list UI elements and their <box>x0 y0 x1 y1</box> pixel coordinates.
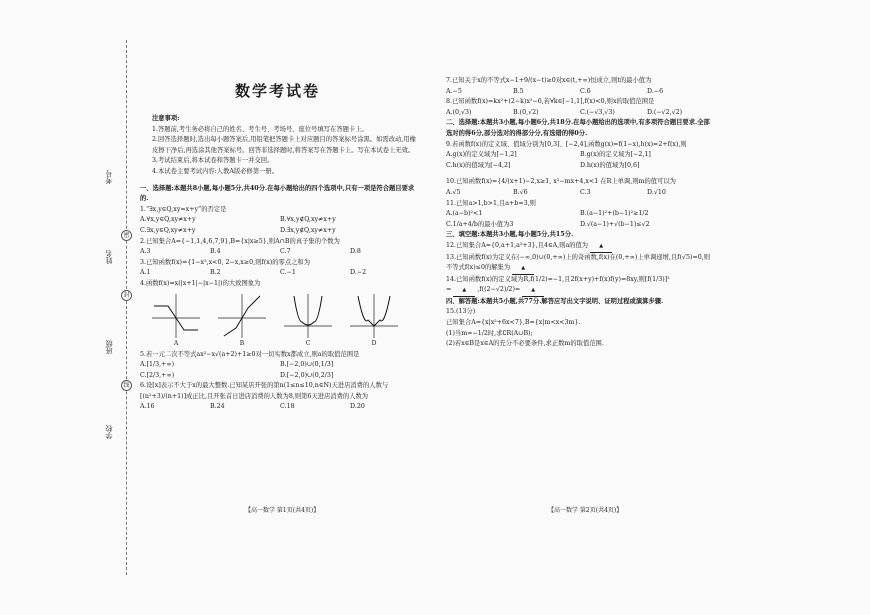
option-d: D.−6 <box>647 87 664 95</box>
question-6 <box>140 381 420 413</box>
question-text: 2.已知集合A={−1,1,4,6,7,9},B={x|x≥5},则A∩B的真子集的个数为 <box>140 237 340 245</box>
question-5 <box>140 350 420 382</box>
question-13 <box>446 253 714 275</box>
question-text: 7.已知关于x的不等式x−1+9/(x−t)≥0对x∈(t,+∞)恒成立,则t的最小值为 <box>446 77 652 84</box>
question-text: 6.设[x]表示不大于x的最大整数.已知某店开张的第n(1≤n≤10,n∈N)天进店消费的人数与[(n²+3)/(n+1)]成正比,且开张首日进店消费的人数为8,则第6天进店消费的人数为 <box>140 382 389 400</box>
notice-item: 4.本试卷主要考试内容:人教A版必修第一册。 <box>152 167 279 175</box>
answer-blank: ▲ <box>590 241 612 253</box>
section-1-heading: 一、选择题:本题共8小题,每小题5分,共40分.在每小题给出的四个选项中,只有一项是符合题目要求的. <box>140 184 415 203</box>
option-a: A.[1/3,+∞) <box>140 361 175 369</box>
option-b: B.[−2,0)∪(0,1/3] <box>280 361 334 369</box>
graph-label: B <box>239 339 245 347</box>
option-c: C.18 <box>280 403 295 411</box>
option-a: A.g(x)的定义域为[−1,2] <box>446 151 517 159</box>
section-4-heading: 四、解答题:本题共5小题,共77分.解答应写出文字说明、证明过程或演算步骤. <box>446 297 664 305</box>
option-d: D.−2 <box>350 269 367 277</box>
binding-mark-3: 线 <box>121 380 132 391</box>
question-text-part: ,f((2−√2)/2)= <box>477 286 521 294</box>
options <box>446 150 714 171</box>
question-12 <box>446 241 714 253</box>
graph-label: D <box>371 339 377 347</box>
option-b: B.2 <box>210 269 221 277</box>
options <box>140 247 420 258</box>
option-c: C.h(x)的值域为[−4,2] <box>446 161 511 169</box>
option-a: A.(0,√3) <box>446 108 472 116</box>
graph-option-c <box>282 292 334 350</box>
option-c: C.3 <box>580 188 591 196</box>
options <box>140 402 420 413</box>
notice-item: 1.答题前,考生务必将自己的姓名、考生号、考场号、座位号填写在答题卡上。 <box>152 125 368 133</box>
question-7 <box>446 76 714 97</box>
question-text: 8.已知函数f(x)=kx²+(2−k)x²−6,若∀k∈[−1,1],f(x)<0,则x的取值范围是 <box>446 98 655 106</box>
option-d: D.∃x,y∉Q,xy≠x+y <box>280 226 336 234</box>
notice-item: 3.考试结束后,将本试卷和答题卡一并交回。 <box>152 157 274 165</box>
option-a: A.∀x,y∈Q,xy≠x+y <box>140 216 196 224</box>
question-10 <box>446 177 714 198</box>
options <box>140 215 420 236</box>
question-text: 3.已知函数f(x)={1−x²,x<0, 2−x,x≥0,则f(x)的零点之和为 <box>140 258 311 266</box>
question-text-part: = <box>446 286 452 294</box>
question-text: 14.已知函数f(x)的定义域为R,f(1/2)=−1,且2f(x+y)+f(x)f(y)=8xy,则[f(1/3)]² <box>446 275 670 283</box>
options <box>446 108 714 119</box>
question-8 <box>446 97 714 118</box>
graph-c-plot <box>282 292 334 340</box>
option-a: A.−5 <box>446 87 462 95</box>
question-text: 12.已知集合A={0,a+1,a²+3},且4∈A,则a的值为 <box>446 241 589 249</box>
notice-head: 注意事项: <box>152 115 180 122</box>
option-d: D.(−√2,√2) <box>647 108 683 116</box>
question-3 <box>140 258 420 279</box>
side-label-banji: 班级 <box>105 340 113 354</box>
option-d: D.20 <box>350 403 365 411</box>
option-b: B.g(x)的定义域为[−2,1] <box>580 151 651 159</box>
section-2-heading: 二、选择题:本题共3小题,每小题6分,共18分.在每小题给出的选项中,有多项符合题目要求.全部选对的得6分,部分选对的得部分分,有选错的得0分. <box>446 119 710 137</box>
binding-mark-1: 密 <box>121 230 132 241</box>
option-b: B.√6 <box>513 188 528 196</box>
question-text: 4.函数f(x)=x(|x+1|−|x−1|)的大致图象为 <box>140 279 261 287</box>
page-footer-1: 【高一数学 第1页(共4页)】 <box>245 507 320 514</box>
answer-blank: ▲ <box>512 263 534 275</box>
question-15 <box>446 307 714 349</box>
option-d: D.√(a−1)+√(b−1)≤√2 <box>580 220 650 228</box>
option-a: A.1 <box>140 269 151 277</box>
question-14 <box>446 275 714 297</box>
option-d: D.√10 <box>647 188 666 196</box>
side-label-xingming: 姓名 <box>105 250 113 264</box>
graph-b-plot <box>216 292 268 340</box>
side-label-xuexiao: 学校 <box>105 425 113 439</box>
option-b: B.∀x,y∉Q,xy≠x+y <box>280 216 336 224</box>
question-text: 10.已知函数f(x)={4/(x+1)−2,x≥1, x²−mx+4,x<1 在R上单调,则m的值可以为 <box>446 178 676 186</box>
graph-label: C <box>305 339 311 347</box>
question-text: 9.若函数f(x)的定义域、值域分别为[0,3]、[−2,4],函数g(x)=f(1−x),h(x)=2+f(x),则 <box>446 140 687 148</box>
options <box>140 268 420 279</box>
page-footer-2: 【高一数学 第2页(共4页)】 <box>548 507 623 514</box>
question-1 <box>140 205 420 237</box>
section-3-heading: 三、填空题:本题共3小题,每小题5分,共15分. <box>446 231 574 239</box>
side-label-kaohao: 考号 <box>105 170 113 184</box>
option-c: C.7 <box>280 248 291 256</box>
option-a: A.(a−b)²<1 <box>446 210 483 218</box>
question-text: 5.若一元二次不等式ax²−x√(a+2)+1≥0对一切实数x都成立,则a的取值范围是 <box>140 350 360 358</box>
option-b: B.24 <box>210 403 225 411</box>
binding-mark-2: 封 <box>121 290 132 301</box>
notice-item: 2.回答选择题时,选出每小题答案后,用铅笔把答题卡上对应题目的答案标号涂黑。如需改动,用橡皮擦干净后,再选涂其他答案标号。回答非选择题时,将答案写在答题卡上。写在本试卷上无效。 <box>152 136 416 154</box>
options <box>446 87 714 98</box>
question-text: 13.已知函数f(x)为定义在(−∞,0)∪(0,+∞)上的奇函数,f(x)在(0,+∞)上单调递增,且f(√5)=0,则不等式f(x)≤0的解集为 <box>446 253 710 272</box>
graph-d-plot <box>348 292 400 340</box>
graph-option-b <box>216 292 268 350</box>
option-b: B.(a−1)²+(b−1)²≥1/2 <box>580 210 649 218</box>
graph-label: A <box>173 339 179 347</box>
question-part-1: (1)当m=−1/2时,求∁R(A∪B); <box>446 329 533 337</box>
options <box>446 209 714 230</box>
option-c: C.6 <box>580 87 591 95</box>
option-d: D.[−2,0)∪(0,2/3] <box>280 371 334 379</box>
option-a: A.√5 <box>446 188 461 196</box>
right-column <box>446 76 714 350</box>
option-b: B.(0,√2) <box>513 108 539 116</box>
question-part-2: (2)若x∈B是x∈A的充分不必要条件,求正数m的取值范围. <box>446 340 604 348</box>
exam-title: 数学考试卷 <box>235 82 321 100</box>
question-11 <box>446 199 714 231</box>
left-column <box>140 114 420 413</box>
binding-line <box>126 40 127 575</box>
question-text: 11.已知a>1,b>1,且a+b=3,则 <box>446 199 536 207</box>
option-c: C.−1 <box>280 269 296 277</box>
graph-a-plot <box>150 292 202 340</box>
graph-options <box>150 292 420 350</box>
options <box>140 360 420 381</box>
question-number: 15.(13分) <box>446 308 476 316</box>
notice-list <box>140 125 420 178</box>
option-b: B.5 <box>513 87 524 95</box>
options <box>446 188 714 199</box>
option-c: C.1/a+4/b的最小值为3 <box>446 220 514 228</box>
option-c: C.∃x,y∈Q,xy≠x+y <box>140 226 196 234</box>
question-4 <box>140 279 420 350</box>
question-text: 已知集合A={x|x²+6x<7},B={x|m<x<3m}. <box>446 319 581 327</box>
question-9 <box>446 140 714 172</box>
graph-option-d <box>348 292 400 350</box>
option-b: B.4 <box>210 248 221 256</box>
answer-blank: ▲ <box>522 285 544 297</box>
option-a: A.3 <box>140 248 151 256</box>
answer-blank: ▲ <box>453 285 475 297</box>
question-2 <box>140 237 420 258</box>
option-a: A.16 <box>140 403 155 411</box>
question-text: 1.“∃x,y∈Q,xy=x+y”的否定是 <box>140 205 227 213</box>
graph-option-a <box>150 292 202 350</box>
option-d: D.8 <box>350 248 361 256</box>
option-c: C.(−√3,√3) <box>580 108 615 116</box>
option-d: D.h(x)的值域为[0,6] <box>580 161 640 169</box>
option-c: C.[2/3,+∞) <box>140 371 175 379</box>
